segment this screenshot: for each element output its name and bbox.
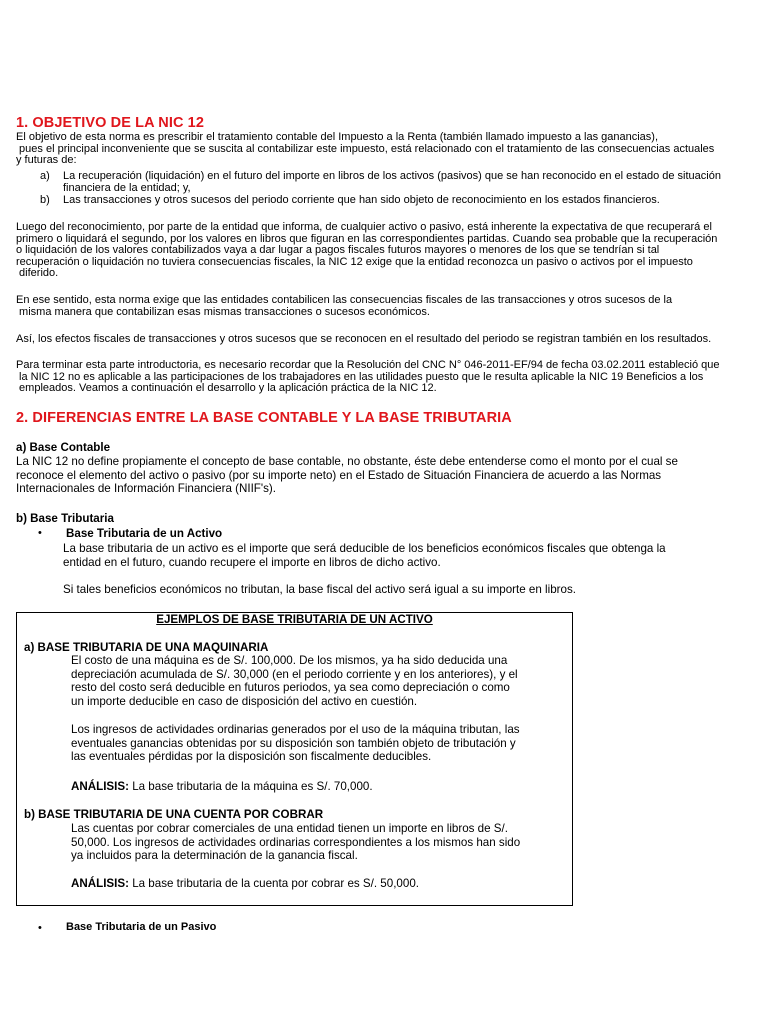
bullet-activo-title: Base Tributaria de un Activo [66, 527, 223, 540]
text-line: El objetivo de esta norma es prescribir el tratamiento contable del Impuesto a la Renta (también llamado impuesto a las ganancias), [16, 131, 659, 143]
text-line: resto del costo será deducible en futuros periodos, ya sea como depreciación o como [71, 681, 510, 695]
example-b-paragraph-1 [71, 822, 520, 863]
list-marker-b: b) [40, 194, 50, 206]
paragraph-effects [16, 334, 711, 346]
example-a-analysis [71, 780, 373, 794]
text-line: La recuperación (liquidación) en el futuro del importe en libros de los activos (pasivos) que se han reconocido en el estado de situación [63, 170, 721, 182]
text-line: primero o liquidará el segundo, por los valores en libros que figuran en las correspondientes partidas. Cuando sea probable que la recuperación [16, 232, 718, 245]
example-b-analysis [71, 877, 419, 891]
text-line: eventuales ganancias obtenidas por su disposición son también objeto de tributación y [71, 736, 516, 750]
text-line: financiera de la entidad; y, [63, 181, 191, 194]
text-line: Los ingresos de actividades ordinarias generados por el uso de la máquina tributan, las [71, 723, 520, 736]
text-line: La base tributaria de un activo es el importe que será deducible de los beneficios económicos fiscales que obtenga la [63, 542, 666, 555]
text-line: Las transacciones y otros sucesos del periodo corriente que han sido objeto de reconocimiento en los estados financieros. [63, 194, 660, 206]
text-line: diferido. [16, 267, 59, 280]
examples-box [16, 612, 573, 906]
section-1-title: 1. OBJETIVO DE LA NIC 12 [16, 115, 204, 131]
analysis-label: ANÁLISIS: [71, 877, 129, 890]
text-line: un importe deducible en caso de disposición del activo en cuestión. [71, 694, 418, 708]
analysis-text: La base tributaria de la cuenta por cobrar es S/. 50,000. [128, 877, 419, 890]
text-line: 50,000. Los ingresos de actividades ordinarias correspondientes a los mismos han sido [71, 835, 521, 849]
paragraph-closing [16, 360, 720, 395]
text-line: la NIC 12 no es aplicable a las participaciones de los trabajadores en las utilidades puesto que le resulta aplicable la NIC 19 Beneficios a los [16, 370, 704, 383]
section-1-intro [16, 132, 714, 167]
list-item-a [63, 171, 721, 194]
text-line: misma manera que contabilizan esas mismas transacciones o sucesos económicos. [16, 305, 430, 318]
text-line: recuperación o liquidación no tuviera consecuencias fiscales, la NIC 12 exige que la entidad reconozca un pasivo o activos por el impuesto [16, 255, 693, 268]
example-a-heading: a) BASE TRIBUTARIA DE UNA MAQUINARIA [24, 641, 269, 654]
bullet-activo-note: Si tales beneficios económicos no tributan, la base fiscal del activo será igual a su importe en libros. [63, 583, 576, 596]
text-line: las eventuales pérdidas por la disposición son fiscalmente deducibles. [71, 750, 432, 764]
text-line: Para terminar esta parte introductoria, es necesario recordar que la Resolución del CNC N° 046-2011-EF/94 de fecha 03.02.2011 estableció que [16, 359, 720, 371]
example-a-paragraph-1 [71, 654, 518, 708]
base-tributaria-heading: b) Base Tributaria [16, 512, 114, 525]
text-line: entidad en el futuro, cuando recupere el importe en libros de dicho activo. [63, 555, 441, 569]
example-b-heading: b) BASE TRIBUTARIA DE UNA CUENTA POR COBRAR [24, 808, 324, 821]
bullet-pasivo-title: Base Tributaria de un Pasivo [66, 921, 217, 933]
text-line: depreciación acumulada de S/. 30,000 (en el periodo corriente y en los anteriores), y el [71, 667, 518, 681]
text-line: pues el principal inconveniente que se suscita al contabilizar este impuesto, está relacionado con el tratamiento de las consecuencias actuales [16, 142, 715, 155]
examples-box-title: EJEMPLOS DE BASE TRIBUTARIA DE UN ACTIVO [156, 613, 433, 626]
text-line: Las cuentas por cobrar comerciales de una entidad tienen un importe en libros de S/. [71, 822, 508, 835]
bullet-icon: • [38, 527, 42, 539]
base-contable-text [16, 455, 678, 496]
bullet-icon: • [38, 922, 42, 934]
text-line: ya incluidos para la determinación de la ganancia fiscal. [71, 849, 358, 863]
example-a-paragraph-2 [71, 723, 520, 764]
list-item-b [63, 195, 660, 207]
text-line: Internacionales de Información Financiera (NIIF's). [16, 482, 276, 496]
analysis-text: La base tributaria de la máquina es S/. 70,000. [128, 780, 373, 793]
text-line: empleados. Veamos a continuación el desarrollo y la aplicación práctica de la NIC 12. [16, 382, 437, 395]
text-line: o liquidación de los valores contabilizados vaya a dar lugar a pagos fiscales futuros mayores o menores de los que se tendrían si tal [16, 244, 660, 257]
text-line: El costo de una máquina es de S/. 100,000. De los mismos, ya ha sido deducida una [71, 654, 508, 667]
list-marker-a: a) [40, 170, 50, 182]
text-line: y futuras de: [16, 154, 77, 167]
bullet-activo-text [63, 542, 666, 569]
text-line: La NIC 12 no define propiamente el concepto de base contable, no obstante, éste debe entenderse como el monto por el cual se [16, 455, 678, 468]
analysis-label: ANÁLISIS: [71, 780, 129, 793]
paragraph-fiscal-consequences [16, 295, 672, 318]
base-contable-heading: a) Base Contable [16, 441, 111, 454]
paragraph-recognition [16, 222, 717, 280]
text-line: En ese sentido, esta norma exige que las entidades contabilicen las consecuencias fiscales de las transacciones y otros sucesos de la [16, 294, 673, 306]
section-2-title: 2. DIFERENCIAS ENTRE LA BASE CONTABLE Y LA BASE TRIBUTARIA [16, 410, 512, 426]
text-line: Así, los efectos fiscales de transacciones y otros sucesos que se reconocen en el resultado del periodo se registran también en los resultados. [16, 333, 712, 345]
text-line: Luego del reconocimiento, por parte de la entidad que informa, de cualquier activo o pasivo, está inherente la expectativa de que recuperará el [16, 221, 712, 233]
text-line: reconoce el elemento del activo o pasivo (por su importe neto) en el Estado de Situación Financiera de acuerdo a las Normas [16, 468, 662, 482]
